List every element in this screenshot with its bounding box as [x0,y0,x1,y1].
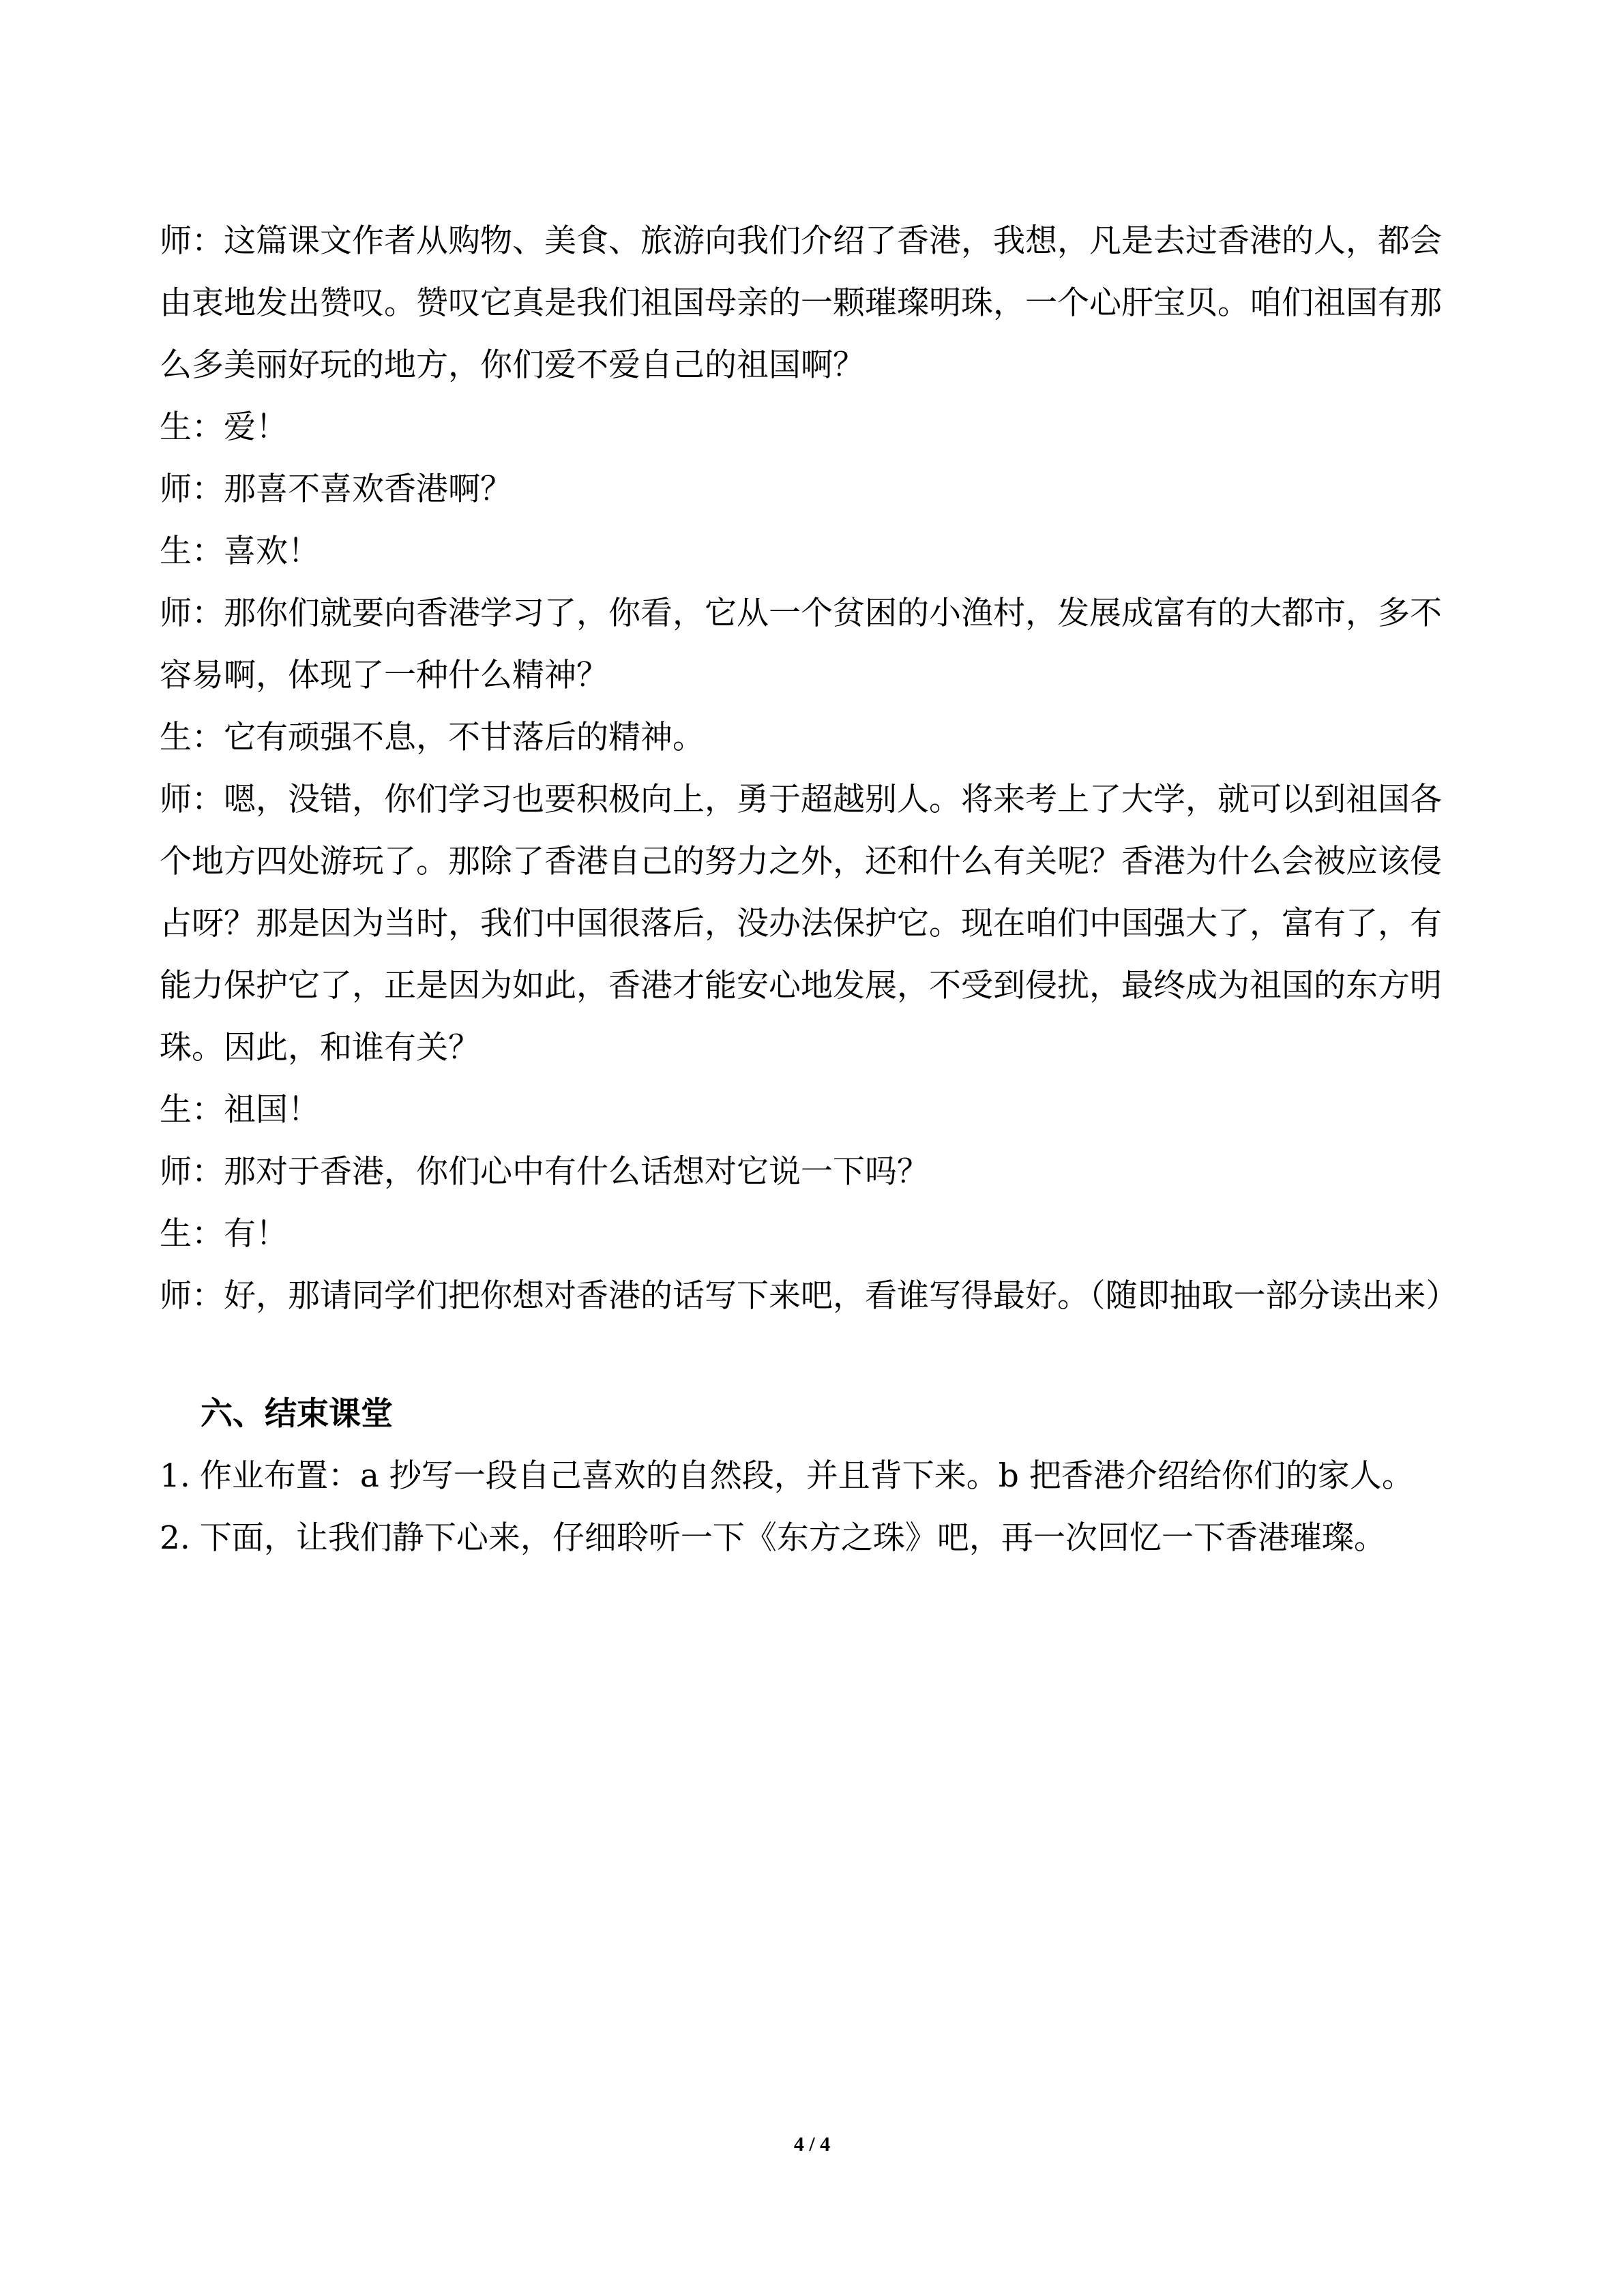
dialogue-line: 生：它有顽强不息，不甘落后的精神。 [160,719,705,756]
dialogue-line: 师：好，那请同学们把你想对香港的话写下来吧，看谁写得最好。（随即抽取一部分读出来） [160,1277,1458,1315]
list-item-number: 2. [160,1519,190,1557]
list-item-text: 下面，让我们静下心来，仔细聆听一下《东方之珠》吧，再一次回忆一下香港璀璨。 [199,1519,1386,1557]
page-number: 4 / 4 [793,2133,831,2156]
list-item [160,1445,1469,1507]
section-heading: 六、结束课堂 [201,1395,393,1433]
dialogue-line: 生：祖国！ [160,1091,320,1129]
dialogue-line: 师：嗯，没错，你们学习也要积极向上，勇于超越别人。将来考上了大学，就可以到祖国各个地方四处游玩了。那除了香港自己的努力之外，还和什么有关呢？香港为什么会被应该侵占呀？那是因为当时，我们中国很落后，没办法保护它。现在咱们中国强大了，富有了，有能力保护它了，正是因为如此，香港才能安心地发展，不受到侵扰，最终成为祖国的东方明珠。因此，和谁有关？ [160,781,1442,1067]
dialogue-line: 生：爱！ [160,408,288,446]
dialogue-line: 师：那你们就要向香港学习了，你看，它从一个贫困的小渔村，发展成富有的大都市，多不容易啊，体现了一种什么精神？ [160,595,1442,694]
list-item [160,1507,1469,1569]
document-body [160,210,1469,1569]
dialogue-line: 生：有！ [160,1215,288,1253]
list-item-text: 作业布置：a 抄写一段自己喜欢的自然段，并且背下来。b 把香港介绍给你们的家人。 [199,1457,1414,1495]
dialogue-line: 师：那喜不喜欢香港啊？ [160,471,512,508]
dialogue-line: 师：这篇课文作者从购物、美食、旅游向我们介绍了香港，我想，凡是去过香港的人，都会由衷地发出赞叹。赞叹它真是我们祖国母亲的一颗璀璨明珠，一个心肝宝贝。咱们祖国有那么多美丽好玩的地方，你们爱不爱自己的祖国啊？ [160,222,1442,384]
list-item-number: 1. [160,1457,190,1495]
dialogue-line: 师：那对于香港，你们心中有什么话想对它说一下吗？ [160,1153,929,1191]
dialogue-line: 生：喜欢！ [160,533,320,570]
